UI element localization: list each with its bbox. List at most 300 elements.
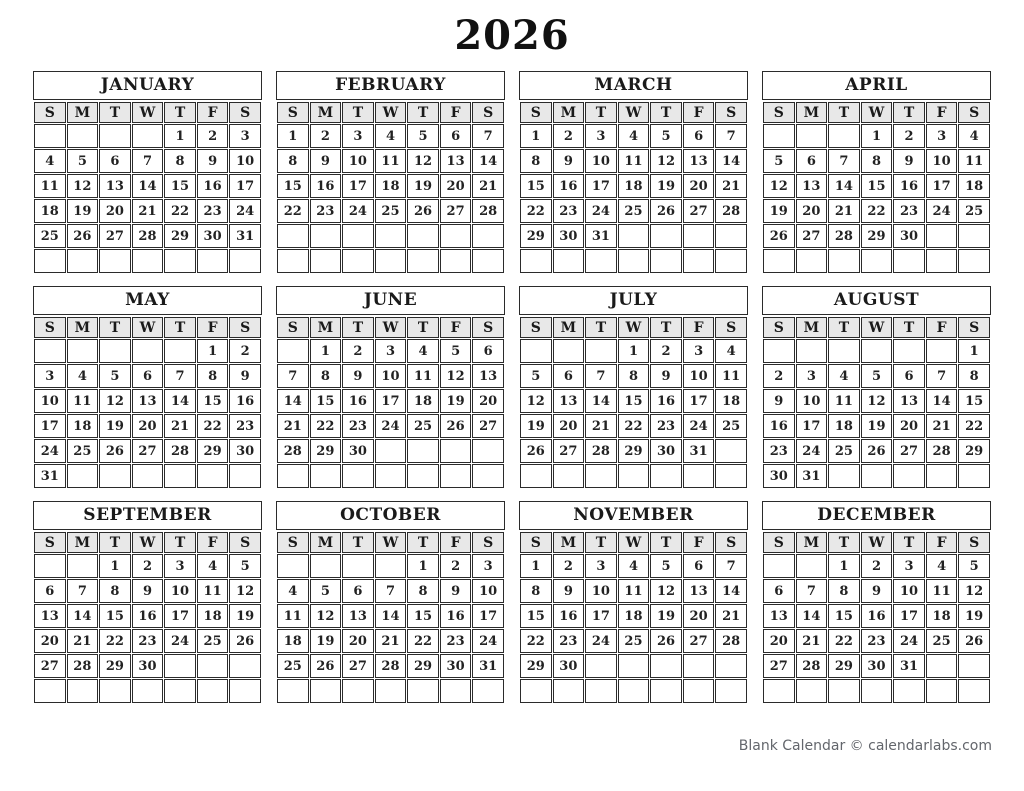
day-cell: 11 xyxy=(618,579,650,603)
day-cell: 4 xyxy=(375,124,407,148)
day-cell: 17 xyxy=(229,174,261,198)
day-cell: 11 xyxy=(34,174,66,198)
day-cell: 22 xyxy=(520,629,552,653)
day-cell: 8 xyxy=(310,364,342,388)
day-cell: 20 xyxy=(683,174,715,198)
week-row xyxy=(763,629,990,653)
day-cell: 5 xyxy=(99,364,131,388)
week-row xyxy=(763,199,990,223)
day-cell: 3 xyxy=(893,554,925,578)
day-cell: 24 xyxy=(683,414,715,438)
day-of-week-header: W xyxy=(375,532,407,553)
day-cell: 15 xyxy=(164,174,196,198)
day-cell: 1 xyxy=(99,554,131,578)
day-cell: 10 xyxy=(229,149,261,173)
day-cell: 25 xyxy=(828,439,860,463)
month-name: NOVEMBER xyxy=(519,501,748,530)
day-cell: 30 xyxy=(440,654,472,678)
day-cell: 25 xyxy=(277,654,309,678)
day-cell xyxy=(132,464,164,488)
day-cell: 4 xyxy=(277,579,309,603)
month-name: AUGUST xyxy=(762,286,991,315)
day-of-week-header: W xyxy=(861,102,893,123)
day-cell xyxy=(553,464,585,488)
day-of-week-row xyxy=(34,532,261,553)
calendar-table xyxy=(33,316,262,489)
day-cell: 19 xyxy=(650,604,682,628)
day-cell: 5 xyxy=(67,149,99,173)
day-cell: 30 xyxy=(229,439,261,463)
week-row xyxy=(520,339,747,363)
day-cell: 22 xyxy=(310,414,342,438)
day-cell: 4 xyxy=(67,364,99,388)
calendar-table xyxy=(33,101,262,274)
day-of-week-header: M xyxy=(553,532,585,553)
day-cell: 5 xyxy=(407,124,439,148)
day-cell: 10 xyxy=(796,389,828,413)
day-cell: 9 xyxy=(310,149,342,173)
day-cell xyxy=(472,439,504,463)
day-cell: 3 xyxy=(375,339,407,363)
day-cell: 18 xyxy=(375,174,407,198)
day-cell: 1 xyxy=(164,124,196,148)
day-cell: 8 xyxy=(618,364,650,388)
day-of-week-header: S xyxy=(472,102,504,123)
day-cell: 24 xyxy=(472,629,504,653)
day-cell: 18 xyxy=(715,389,747,413)
day-cell: 19 xyxy=(407,174,439,198)
day-cell xyxy=(796,679,828,703)
day-cell: 11 xyxy=(277,604,309,628)
month xyxy=(762,501,991,704)
day-of-week-header: F xyxy=(683,102,715,123)
day-of-week-header: T xyxy=(893,317,925,338)
day-cell: 12 xyxy=(67,174,99,198)
day-cell: 20 xyxy=(342,629,374,653)
week-row xyxy=(34,439,261,463)
week-row xyxy=(34,224,261,248)
day-of-week-header: M xyxy=(67,317,99,338)
day-cell xyxy=(650,654,682,678)
week-row xyxy=(277,124,504,148)
day-cell xyxy=(34,124,66,148)
day-cell: 21 xyxy=(828,199,860,223)
day-of-week-header: S xyxy=(958,102,990,123)
day-cell xyxy=(763,124,795,148)
day-cell: 21 xyxy=(164,414,196,438)
day-cell: 14 xyxy=(375,604,407,628)
week-row xyxy=(277,414,504,438)
day-cell xyxy=(342,464,374,488)
day-cell: 29 xyxy=(520,224,552,248)
day-cell: 17 xyxy=(585,174,617,198)
day-cell: 9 xyxy=(650,364,682,388)
day-of-week-header: S xyxy=(277,532,309,553)
day-cell: 24 xyxy=(34,439,66,463)
week-row xyxy=(34,249,261,273)
day-cell xyxy=(440,679,472,703)
day-cell: 28 xyxy=(375,654,407,678)
day-cell: 20 xyxy=(132,414,164,438)
day-cell: 26 xyxy=(407,199,439,223)
day-cell: 24 xyxy=(375,414,407,438)
month xyxy=(33,501,262,704)
day-cell: 19 xyxy=(229,604,261,628)
week-row xyxy=(277,604,504,628)
day-of-week-header: S xyxy=(520,532,552,553)
day-of-week-header: W xyxy=(375,317,407,338)
day-cell: 10 xyxy=(34,389,66,413)
week-row xyxy=(763,149,990,173)
day-of-week-header: T xyxy=(164,102,196,123)
day-of-week-header: M xyxy=(553,102,585,123)
day-cell: 29 xyxy=(618,439,650,463)
day-cell xyxy=(197,679,229,703)
day-cell xyxy=(407,249,439,273)
day-cell xyxy=(132,679,164,703)
day-cell xyxy=(683,464,715,488)
day-cell xyxy=(861,339,893,363)
page-title: 2026 xyxy=(454,12,570,59)
day-cell: 14 xyxy=(796,604,828,628)
day-cell xyxy=(277,464,309,488)
day-cell xyxy=(99,464,131,488)
day-cell: 22 xyxy=(99,629,131,653)
day-cell xyxy=(375,679,407,703)
day-of-week-header: S xyxy=(520,102,552,123)
day-cell: 5 xyxy=(520,364,552,388)
week-row xyxy=(520,364,747,388)
calendar-table xyxy=(762,316,991,489)
day-cell: 12 xyxy=(958,579,990,603)
month-name: MAY xyxy=(33,286,262,315)
day-cell: 16 xyxy=(342,389,374,413)
day-cell xyxy=(763,679,795,703)
day-cell: 26 xyxy=(229,629,261,653)
day-cell: 9 xyxy=(342,364,374,388)
day-cell: 25 xyxy=(618,629,650,653)
day-of-week-header: T xyxy=(828,317,860,338)
day-cell: 15 xyxy=(828,604,860,628)
day-cell xyxy=(683,224,715,248)
week-row xyxy=(277,249,504,273)
day-cell: 20 xyxy=(763,629,795,653)
day-of-week-header: S xyxy=(763,317,795,338)
day-cell: 15 xyxy=(958,389,990,413)
day-cell: 14 xyxy=(472,149,504,173)
day-cell: 21 xyxy=(277,414,309,438)
day-of-week-header: T xyxy=(342,102,374,123)
week-row xyxy=(520,679,747,703)
day-cell: 24 xyxy=(585,199,617,223)
day-of-week-row xyxy=(520,102,747,123)
day-cell xyxy=(99,339,131,363)
week-row xyxy=(34,414,261,438)
day-cell: 29 xyxy=(520,654,552,678)
day-cell: 8 xyxy=(197,364,229,388)
day-cell: 3 xyxy=(472,554,504,578)
day-cell xyxy=(67,679,99,703)
day-cell xyxy=(132,249,164,273)
day-cell: 23 xyxy=(310,199,342,223)
day-cell: 16 xyxy=(650,389,682,413)
day-cell: 2 xyxy=(763,364,795,388)
day-cell: 28 xyxy=(828,224,860,248)
day-of-week-header: W xyxy=(618,532,650,553)
day-of-week-header: F xyxy=(683,317,715,338)
day-of-week-header: T xyxy=(650,532,682,553)
day-cell xyxy=(553,679,585,703)
day-cell: 26 xyxy=(650,199,682,223)
day-cell: 4 xyxy=(618,124,650,148)
day-cell: 7 xyxy=(277,364,309,388)
day-of-week-header: S xyxy=(229,532,261,553)
day-of-week-header: T xyxy=(99,102,131,123)
day-cell: 16 xyxy=(553,604,585,628)
day-cell: 11 xyxy=(828,389,860,413)
day-cell: 29 xyxy=(310,439,342,463)
day-cell: 19 xyxy=(99,414,131,438)
day-cell: 20 xyxy=(893,414,925,438)
day-cell: 29 xyxy=(407,654,439,678)
day-of-week-header: T xyxy=(650,317,682,338)
day-cell: 2 xyxy=(893,124,925,148)
day-cell: 6 xyxy=(763,579,795,603)
week-row xyxy=(34,604,261,628)
day-cell: 1 xyxy=(407,554,439,578)
day-cell: 17 xyxy=(472,604,504,628)
day-cell xyxy=(585,339,617,363)
day-cell: 18 xyxy=(618,604,650,628)
day-cell: 28 xyxy=(715,629,747,653)
day-cell: 6 xyxy=(553,364,585,388)
day-cell xyxy=(472,679,504,703)
day-cell: 4 xyxy=(715,339,747,363)
day-cell: 30 xyxy=(342,439,374,463)
day-cell: 23 xyxy=(553,199,585,223)
day-cell xyxy=(926,249,958,273)
day-cell: 6 xyxy=(683,124,715,148)
day-cell: 23 xyxy=(132,629,164,653)
week-row xyxy=(763,554,990,578)
week-row xyxy=(34,174,261,198)
day-cell: 11 xyxy=(407,364,439,388)
day-cell: 4 xyxy=(926,554,958,578)
week-row xyxy=(34,199,261,223)
day-cell: 31 xyxy=(893,654,925,678)
day-cell: 15 xyxy=(99,604,131,628)
day-cell: 27 xyxy=(893,439,925,463)
day-cell: 27 xyxy=(132,439,164,463)
week-row xyxy=(34,389,261,413)
day-cell: 8 xyxy=(520,579,552,603)
day-cell: 8 xyxy=(407,579,439,603)
day-of-week-header: M xyxy=(67,532,99,553)
day-cell xyxy=(342,249,374,273)
day-cell xyxy=(67,249,99,273)
day-cell xyxy=(715,439,747,463)
day-cell: 14 xyxy=(828,174,860,198)
week-row xyxy=(277,199,504,223)
day-cell xyxy=(585,464,617,488)
day-of-week-header: S xyxy=(763,532,795,553)
day-of-week-header: T xyxy=(99,317,131,338)
week-row xyxy=(763,339,990,363)
day-of-week-header: S xyxy=(277,102,309,123)
day-cell: 24 xyxy=(342,199,374,223)
day-cell: 15 xyxy=(520,604,552,628)
day-cell: 21 xyxy=(715,604,747,628)
day-cell xyxy=(375,249,407,273)
day-cell xyxy=(796,339,828,363)
day-cell xyxy=(763,249,795,273)
day-of-week-header: F xyxy=(683,532,715,553)
month xyxy=(276,501,505,704)
day-of-week-row xyxy=(34,317,261,338)
day-cell: 29 xyxy=(99,654,131,678)
day-cell: 29 xyxy=(828,654,860,678)
day-cell: 22 xyxy=(958,414,990,438)
day-cell: 31 xyxy=(34,464,66,488)
month-name: MARCH xyxy=(519,71,748,100)
day-of-week-header: T xyxy=(585,317,617,338)
week-row xyxy=(520,389,747,413)
week-row xyxy=(520,124,747,148)
week-row xyxy=(277,149,504,173)
week-row xyxy=(277,174,504,198)
day-cell: 1 xyxy=(861,124,893,148)
day-cell: 6 xyxy=(796,149,828,173)
day-cell xyxy=(164,654,196,678)
day-cell xyxy=(926,339,958,363)
day-cell: 13 xyxy=(342,604,374,628)
day-cell: 4 xyxy=(828,364,860,388)
day-cell: 23 xyxy=(553,629,585,653)
day-cell: 18 xyxy=(828,414,860,438)
day-cell: 13 xyxy=(132,389,164,413)
day-cell: 16 xyxy=(893,174,925,198)
day-cell xyxy=(715,464,747,488)
day-cell: 22 xyxy=(828,629,860,653)
day-cell: 9 xyxy=(861,579,893,603)
calendar-table xyxy=(276,316,505,489)
day-cell: 9 xyxy=(229,364,261,388)
day-cell: 20 xyxy=(796,199,828,223)
day-cell: 16 xyxy=(861,604,893,628)
day-cell xyxy=(796,554,828,578)
day-cell: 30 xyxy=(132,654,164,678)
calendar-table xyxy=(33,531,262,704)
day-cell xyxy=(715,654,747,678)
day-of-week-header: S xyxy=(520,317,552,338)
day-cell: 9 xyxy=(197,149,229,173)
day-cell: 2 xyxy=(553,554,585,578)
day-cell: 7 xyxy=(585,364,617,388)
day-cell: 10 xyxy=(472,579,504,603)
day-cell: 3 xyxy=(34,364,66,388)
day-cell: 29 xyxy=(197,439,229,463)
week-row xyxy=(277,629,504,653)
calendar-table xyxy=(762,531,991,704)
day-cell xyxy=(618,224,650,248)
day-of-week-row xyxy=(277,102,504,123)
month xyxy=(33,71,262,274)
day-cell xyxy=(520,339,552,363)
day-cell: 3 xyxy=(585,124,617,148)
day-cell: 9 xyxy=(763,389,795,413)
week-row xyxy=(277,439,504,463)
day-cell: 6 xyxy=(440,124,472,148)
week-row xyxy=(34,579,261,603)
day-cell: 27 xyxy=(99,224,131,248)
day-cell: 24 xyxy=(164,629,196,653)
day-cell xyxy=(650,464,682,488)
months-grid xyxy=(33,71,991,704)
day-cell: 7 xyxy=(375,579,407,603)
day-cell: 2 xyxy=(553,124,585,148)
day-of-week-header: F xyxy=(926,532,958,553)
week-row xyxy=(34,364,261,388)
day-cell: 21 xyxy=(796,629,828,653)
day-cell xyxy=(618,654,650,678)
week-row xyxy=(763,679,990,703)
day-cell xyxy=(67,124,99,148)
day-cell: 2 xyxy=(650,339,682,363)
footer-credit: Blank Calendar © calendarlabs.com xyxy=(738,738,992,754)
day-cell xyxy=(796,249,828,273)
day-cell: 11 xyxy=(958,149,990,173)
day-cell: 25 xyxy=(407,414,439,438)
day-cell xyxy=(763,339,795,363)
day-cell: 1 xyxy=(520,124,552,148)
week-row xyxy=(34,124,261,148)
week-row xyxy=(34,149,261,173)
day-of-week-header: T xyxy=(407,102,439,123)
calendar-table xyxy=(276,101,505,274)
day-of-week-header: S xyxy=(958,532,990,553)
day-cell: 6 xyxy=(472,339,504,363)
week-row xyxy=(34,629,261,653)
day-cell: 10 xyxy=(926,149,958,173)
day-cell xyxy=(229,249,261,273)
day-cell xyxy=(472,249,504,273)
week-row xyxy=(34,339,261,363)
day-of-week-header: F xyxy=(197,532,229,553)
day-cell: 12 xyxy=(440,364,472,388)
day-of-week-row xyxy=(763,532,990,553)
week-row xyxy=(34,679,261,703)
day-cell: 16 xyxy=(310,174,342,198)
day-cell: 22 xyxy=(861,199,893,223)
day-cell: 15 xyxy=(197,389,229,413)
day-of-week-header: W xyxy=(132,317,164,338)
day-cell: 30 xyxy=(553,654,585,678)
month-name: FEBRUARY xyxy=(276,71,505,100)
day-cell xyxy=(715,679,747,703)
day-cell: 18 xyxy=(618,174,650,198)
day-cell xyxy=(618,679,650,703)
day-cell xyxy=(472,464,504,488)
day-cell xyxy=(67,339,99,363)
day-cell: 16 xyxy=(229,389,261,413)
day-cell xyxy=(277,554,309,578)
day-cell xyxy=(310,554,342,578)
day-of-week-header: W xyxy=(861,532,893,553)
day-cell xyxy=(715,249,747,273)
day-cell xyxy=(893,339,925,363)
day-cell: 22 xyxy=(277,199,309,223)
day-cell xyxy=(375,224,407,248)
